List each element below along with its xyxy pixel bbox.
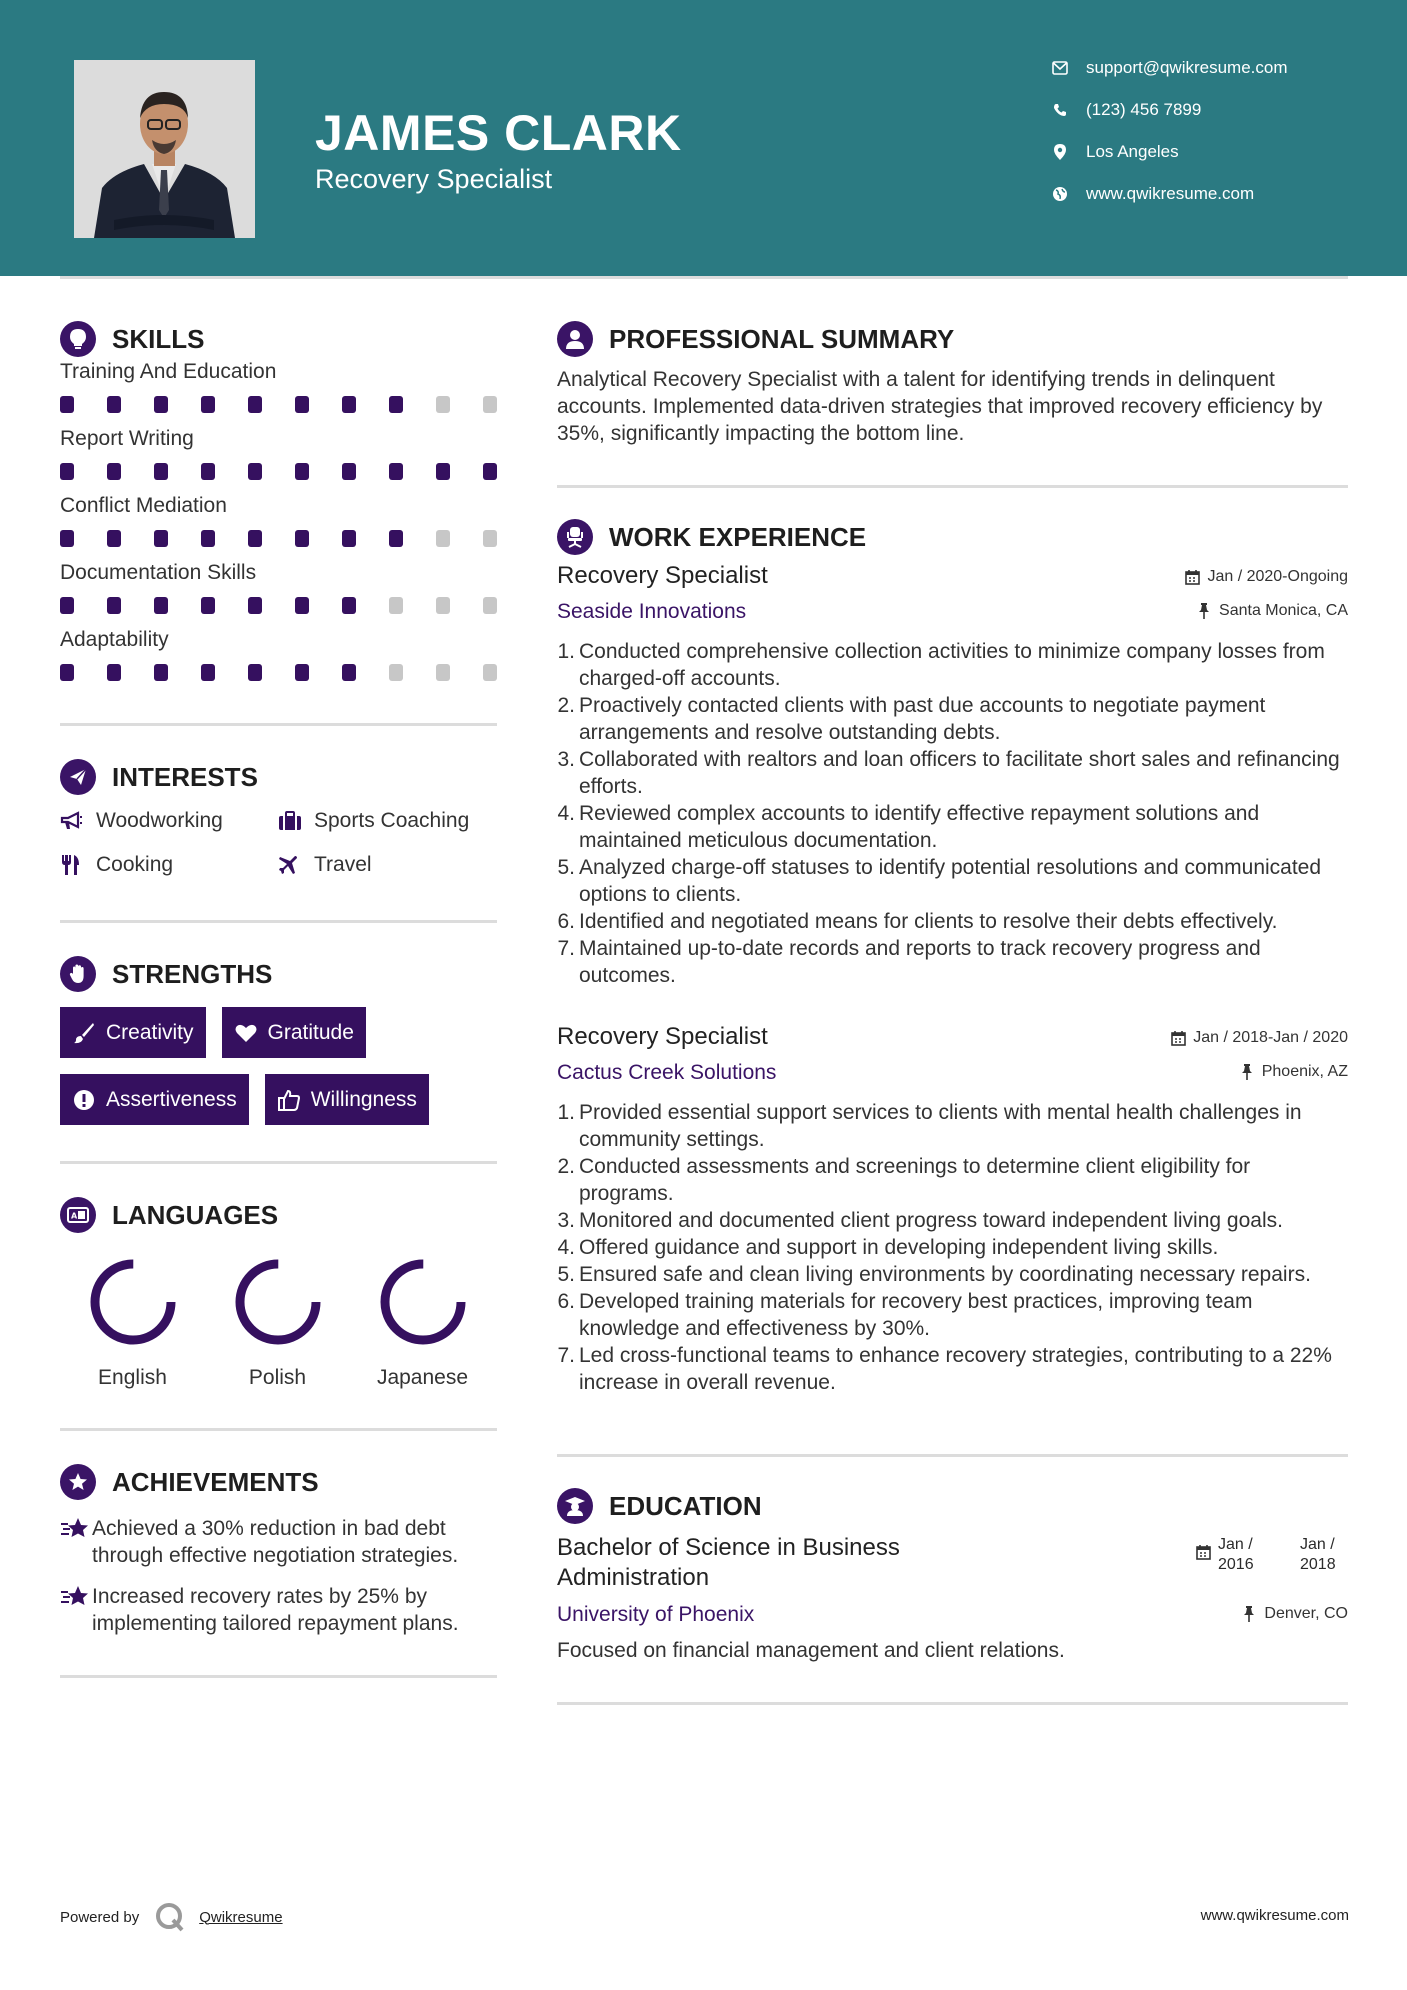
language-icon (60, 1197, 96, 1233)
language-item (205, 1256, 350, 1390)
lightbulb-icon (60, 321, 96, 357)
rating-dot-filled (60, 463, 74, 480)
language-name: English (98, 1366, 167, 1389)
education-start: Jan / 2016 (1218, 1536, 1254, 1573)
contact-location: Los Angeles (1050, 142, 1179, 162)
rating-dot-empty (483, 664, 497, 681)
job-date: Jan / 2018-Jan / 2020 (1169, 1029, 1348, 1047)
megaphone-icon (60, 809, 86, 833)
section-divider (60, 1161, 497, 1164)
rating-dot-filled (201, 597, 215, 614)
interests-heading: INTERESTS (60, 758, 497, 796)
skills-list (60, 360, 497, 681)
strength-tag: Creativity (60, 1007, 206, 1058)
contact-email[interactable]: support@qwikresume.com (1050, 58, 1288, 78)
summary-text: Analytical Recovery Specialist with a talent for identifying trends in delinquent accounts. Implemented data-driven strategies that improved recovery efficiency by 35%, significantly impacting the bottom line. (557, 368, 1323, 445)
rating-dot-filled (154, 396, 168, 413)
education-description: Focused on financial management and client relations. (557, 1639, 1065, 1662)
language-name: Japanese (376, 1366, 469, 1389)
section-divider (60, 920, 497, 923)
contact-phone[interactable]: (123) 456 7899 (1050, 100, 1201, 120)
rating-dot-filled (201, 664, 215, 681)
job-title: Recovery Specialist (557, 562, 768, 589)
job-location: Santa Monica, CA (1195, 602, 1348, 620)
skill-rating (60, 396, 497, 413)
language-level-arc (385, 1264, 461, 1340)
company-name: Cactus Creek Solutions (557, 1061, 777, 1084)
skill-item (60, 628, 497, 681)
language-name: Polish (248, 1366, 307, 1389)
education-head (557, 1533, 1348, 1593)
job-bullet: 6. Identified and negotiated means for clients to resolve their debts effectively. (557, 910, 1278, 933)
rating-dot-filled (295, 664, 309, 681)
job-bullet: 2. Conducted assessments and screenings to determine client eligibility for programs. (557, 1155, 1251, 1205)
education-section (557, 1487, 1348, 1705)
language-level-arc (240, 1264, 316, 1340)
summary-heading: PROFESSIONAL SUMMARY (557, 320, 1348, 358)
languages-heading: A LANGUAGES (60, 1196, 497, 1234)
job-date: Jan / 2020-Ongoing (1183, 568, 1348, 586)
rating-dot-filled (248, 664, 262, 681)
rating-dot-filled (154, 530, 168, 547)
rating-dot-filled (248, 597, 262, 614)
footer-powered-by: Powered by Qwikresume (60, 1902, 283, 1932)
strengths-heading: STRENGTHS (60, 955, 497, 993)
rating-dot-filled (342, 530, 356, 547)
globe-icon (1050, 184, 1070, 204)
job-bullet: 1. Conducted comprehensive collection activities to minimize company losses from charged-off accounts. (557, 640, 1325, 690)
rating-dot-filled (342, 664, 356, 681)
job-bullets (557, 638, 1348, 989)
rating-dot-empty (483, 396, 497, 413)
section-divider (60, 723, 497, 726)
education-location: Denver, CO (1240, 1605, 1348, 1623)
strengths-tags (60, 1007, 497, 1125)
rating-dot-filled (248, 530, 262, 547)
rating-dot-filled (154, 463, 168, 480)
language-level-ring (87, 1256, 179, 1348)
skill-item (60, 360, 497, 413)
skills-heading: SKILLS (60, 320, 497, 358)
job-bullet: 7. Led cross-functional teams to enhance recovery strategies, contributing to a 22% increase in overall revenue. (557, 1344, 1332, 1394)
skill-rating (60, 463, 497, 480)
rating-dot-empty (436, 597, 450, 614)
degree: Bachelor of Science in Business Administration (557, 1534, 900, 1591)
rating-dot-filled (60, 530, 74, 547)
hand-icon (60, 956, 96, 992)
rating-dot-filled (60, 396, 74, 413)
rating-dot-filled (201, 530, 215, 547)
skill-item (60, 494, 497, 547)
rating-dot-empty (436, 664, 450, 681)
company-name: Seaside Innovations (557, 600, 747, 623)
pin-icon (1195, 602, 1213, 620)
star-badge-icon (60, 1464, 96, 1500)
strength-tag: Willingness (265, 1074, 429, 1125)
header-divider (60, 276, 1348, 279)
rating-dot-empty (389, 597, 403, 614)
rating-dot-filled (107, 530, 121, 547)
pin-icon (1238, 1063, 1256, 1081)
job-bullet: 4. Offered guidance and support in developing independent living skills. (557, 1236, 1219, 1259)
rating-dot-filled (483, 463, 497, 480)
language-item (350, 1256, 495, 1390)
section-divider (60, 1428, 497, 1431)
rating-dot-filled (201, 396, 215, 413)
rating-dot-empty (483, 597, 497, 614)
section-divider (557, 1702, 1348, 1705)
achievement-item: Achieved a 30% reduction in bad debt through effective negotiation strategies. (60, 1515, 497, 1569)
candidate-name: JAMES CLARK (315, 105, 682, 161)
interest-item: Woodworking (60, 808, 278, 834)
envelope-icon (1050, 58, 1070, 78)
job-bullet: 4. Reviewed complex accounts to identify effective repayment solutions and maintained meticulous documentation. (557, 802, 1260, 852)
rating-dot-filled (248, 396, 262, 413)
school-name: University of Phoenix (557, 1603, 755, 1626)
profile-photo (74, 60, 255, 238)
rating-dot-empty (389, 664, 403, 681)
job-bullet: 1. Provided essential support services to clients with mental health challenges in community settings. (557, 1101, 1302, 1151)
job-entry (557, 1023, 1348, 1396)
rating-dot-filled (107, 463, 121, 480)
language-item (60, 1256, 205, 1390)
achievement-item: Increased recovery rates by 25% by implementing tailored repayment plans. (60, 1583, 497, 1637)
rating-dot-filled (107, 396, 121, 413)
heart-icon (234, 1021, 258, 1045)
skill-name: Report Writing (60, 427, 194, 450)
job-bullet: 2. Proactively contacted clients with past due accounts to negotiate payment arrangements and resolve outstanding debts. (557, 694, 1266, 744)
qwikresume-link[interactable]: Qwikresume (199, 1908, 283, 1926)
job-bullet: 3. Monitored and documented client progress toward independent living goals. (557, 1209, 1283, 1232)
user-icon (557, 321, 593, 357)
rating-dot-filled (60, 597, 74, 614)
office-chair-icon (557, 519, 593, 555)
job-entry (557, 562, 1348, 989)
graduate-icon (557, 1488, 593, 1524)
right-column (557, 320, 1348, 1705)
skill-item (60, 561, 497, 614)
work-heading: WORK EXPERIENCE (557, 518, 1348, 556)
rating-dot-filled (389, 530, 403, 547)
skill-rating (60, 530, 497, 547)
language-level-ring (377, 1256, 469, 1348)
job-sub (557, 590, 1348, 624)
calendar-icon (1169, 1029, 1187, 1047)
interests-section (60, 758, 497, 923)
job-bullet: 7. Maintained up-to-date records and reports to track recovery progress and outcomes. (557, 937, 1261, 987)
language-level-arc (95, 1264, 171, 1340)
achievements-section (60, 1463, 497, 1678)
exclamation-icon (72, 1088, 96, 1112)
rating-dot-empty (436, 530, 450, 547)
briefcase-icon (278, 809, 304, 833)
rating-dot-empty (483, 530, 497, 547)
skill-name: Conflict Mediation (60, 494, 227, 517)
skill-item (60, 427, 497, 480)
education-heading: EDUCATION (557, 1487, 1348, 1525)
rating-dot-filled (295, 530, 309, 547)
contact-website[interactable]: www.qwikresume.com (1050, 184, 1254, 204)
rating-dot-filled (342, 463, 356, 480)
rating-dot-empty (436, 396, 450, 413)
rating-dot-filled (201, 463, 215, 480)
strength-tag: Gratitude (222, 1007, 366, 1058)
rating-dot-filled (389, 463, 403, 480)
rating-dot-filled (248, 463, 262, 480)
brush-icon (72, 1021, 96, 1045)
job-head (557, 1023, 1348, 1051)
pin-icon (1240, 1605, 1258, 1623)
job-bullet: 5. Ensured safe and clean living environments by coordinating necessary repairs. (557, 1263, 1311, 1286)
rating-dot-filled (389, 396, 403, 413)
strength-tag: Assertiveness (60, 1074, 249, 1125)
language-level-ring (232, 1256, 324, 1348)
plane-icon (278, 853, 304, 877)
rating-dot-filled (154, 664, 168, 681)
paper-plane-icon (60, 759, 96, 795)
rating-dot-filled (342, 597, 356, 614)
phone-icon (1050, 100, 1070, 120)
rating-dot-filled (295, 597, 309, 614)
languages-section (60, 1196, 497, 1431)
resume-header (0, 0, 1407, 276)
section-divider (557, 1454, 1348, 1457)
skill-name: Adaptability (60, 628, 169, 651)
education-sub (557, 1593, 1348, 1627)
interests-list (60, 808, 497, 878)
job-title: Recovery Specialist (557, 1023, 768, 1050)
candidate-title: Recovery Specialist (315, 164, 553, 194)
star-icon (60, 1517, 92, 1569)
svg-text:A: A (71, 1211, 78, 1221)
skill-name: Documentation Skills (60, 561, 257, 584)
left-column (60, 320, 497, 1678)
job-bullets (557, 1099, 1348, 1396)
skill-name: Training And Education (60, 360, 277, 383)
summary-section (557, 320, 1348, 488)
interest-item: Travel (278, 852, 497, 878)
work-section (557, 518, 1348, 1457)
qwikresume-logo-icon (155, 1902, 185, 1932)
education-end: Jan / 2018 (1300, 1536, 1336, 1573)
education-dates (1194, 1535, 1348, 1575)
skills-section (60, 320, 497, 726)
job-bullet: 3. Collaborated with realtors and loan officers to facilitate short sales and refinancing efforts. (557, 748, 1340, 798)
job-location: Phoenix, AZ (1238, 1063, 1348, 1081)
interest-item: Sports Coaching (278, 808, 497, 834)
section-divider (557, 485, 1348, 488)
rating-dot-filled (154, 597, 168, 614)
utensils-icon (60, 853, 86, 877)
thumbs-up-icon (277, 1088, 301, 1112)
rating-dot-filled (107, 664, 121, 681)
job-head (557, 562, 1348, 590)
achievements-heading: ACHIEVEMENTS (60, 1463, 497, 1501)
strengths-section (60, 955, 497, 1164)
job-bullet: 5. Analyzed charge-off statuses to identify potential resolutions and communicated options to clients. (557, 856, 1322, 906)
star-icon (60, 1585, 92, 1637)
job-bullet: 6. Developed training materials for recovery best practices, improving team knowledge and effectiveness by 30%. (557, 1290, 1253, 1340)
job-sub (557, 1051, 1348, 1085)
calendar-icon (1194, 1543, 1212, 1561)
languages-list (60, 1256, 497, 1390)
rating-dot-filled (342, 396, 356, 413)
rating-dot-filled (295, 396, 309, 413)
jobs-list (557, 562, 1348, 1396)
skill-rating (60, 664, 497, 681)
rating-dot-filled (295, 463, 309, 480)
rating-dot-filled (60, 664, 74, 681)
interest-item: Cooking (60, 852, 278, 878)
map-pin-icon (1050, 142, 1070, 162)
section-divider (60, 1675, 497, 1678)
skill-rating (60, 597, 497, 614)
footer-website[interactable]: www.qwikresume.com (1200, 1907, 1349, 1924)
calendar-icon (1183, 568, 1201, 586)
rating-dot-filled (107, 597, 121, 614)
rating-dot-filled (436, 463, 450, 480)
